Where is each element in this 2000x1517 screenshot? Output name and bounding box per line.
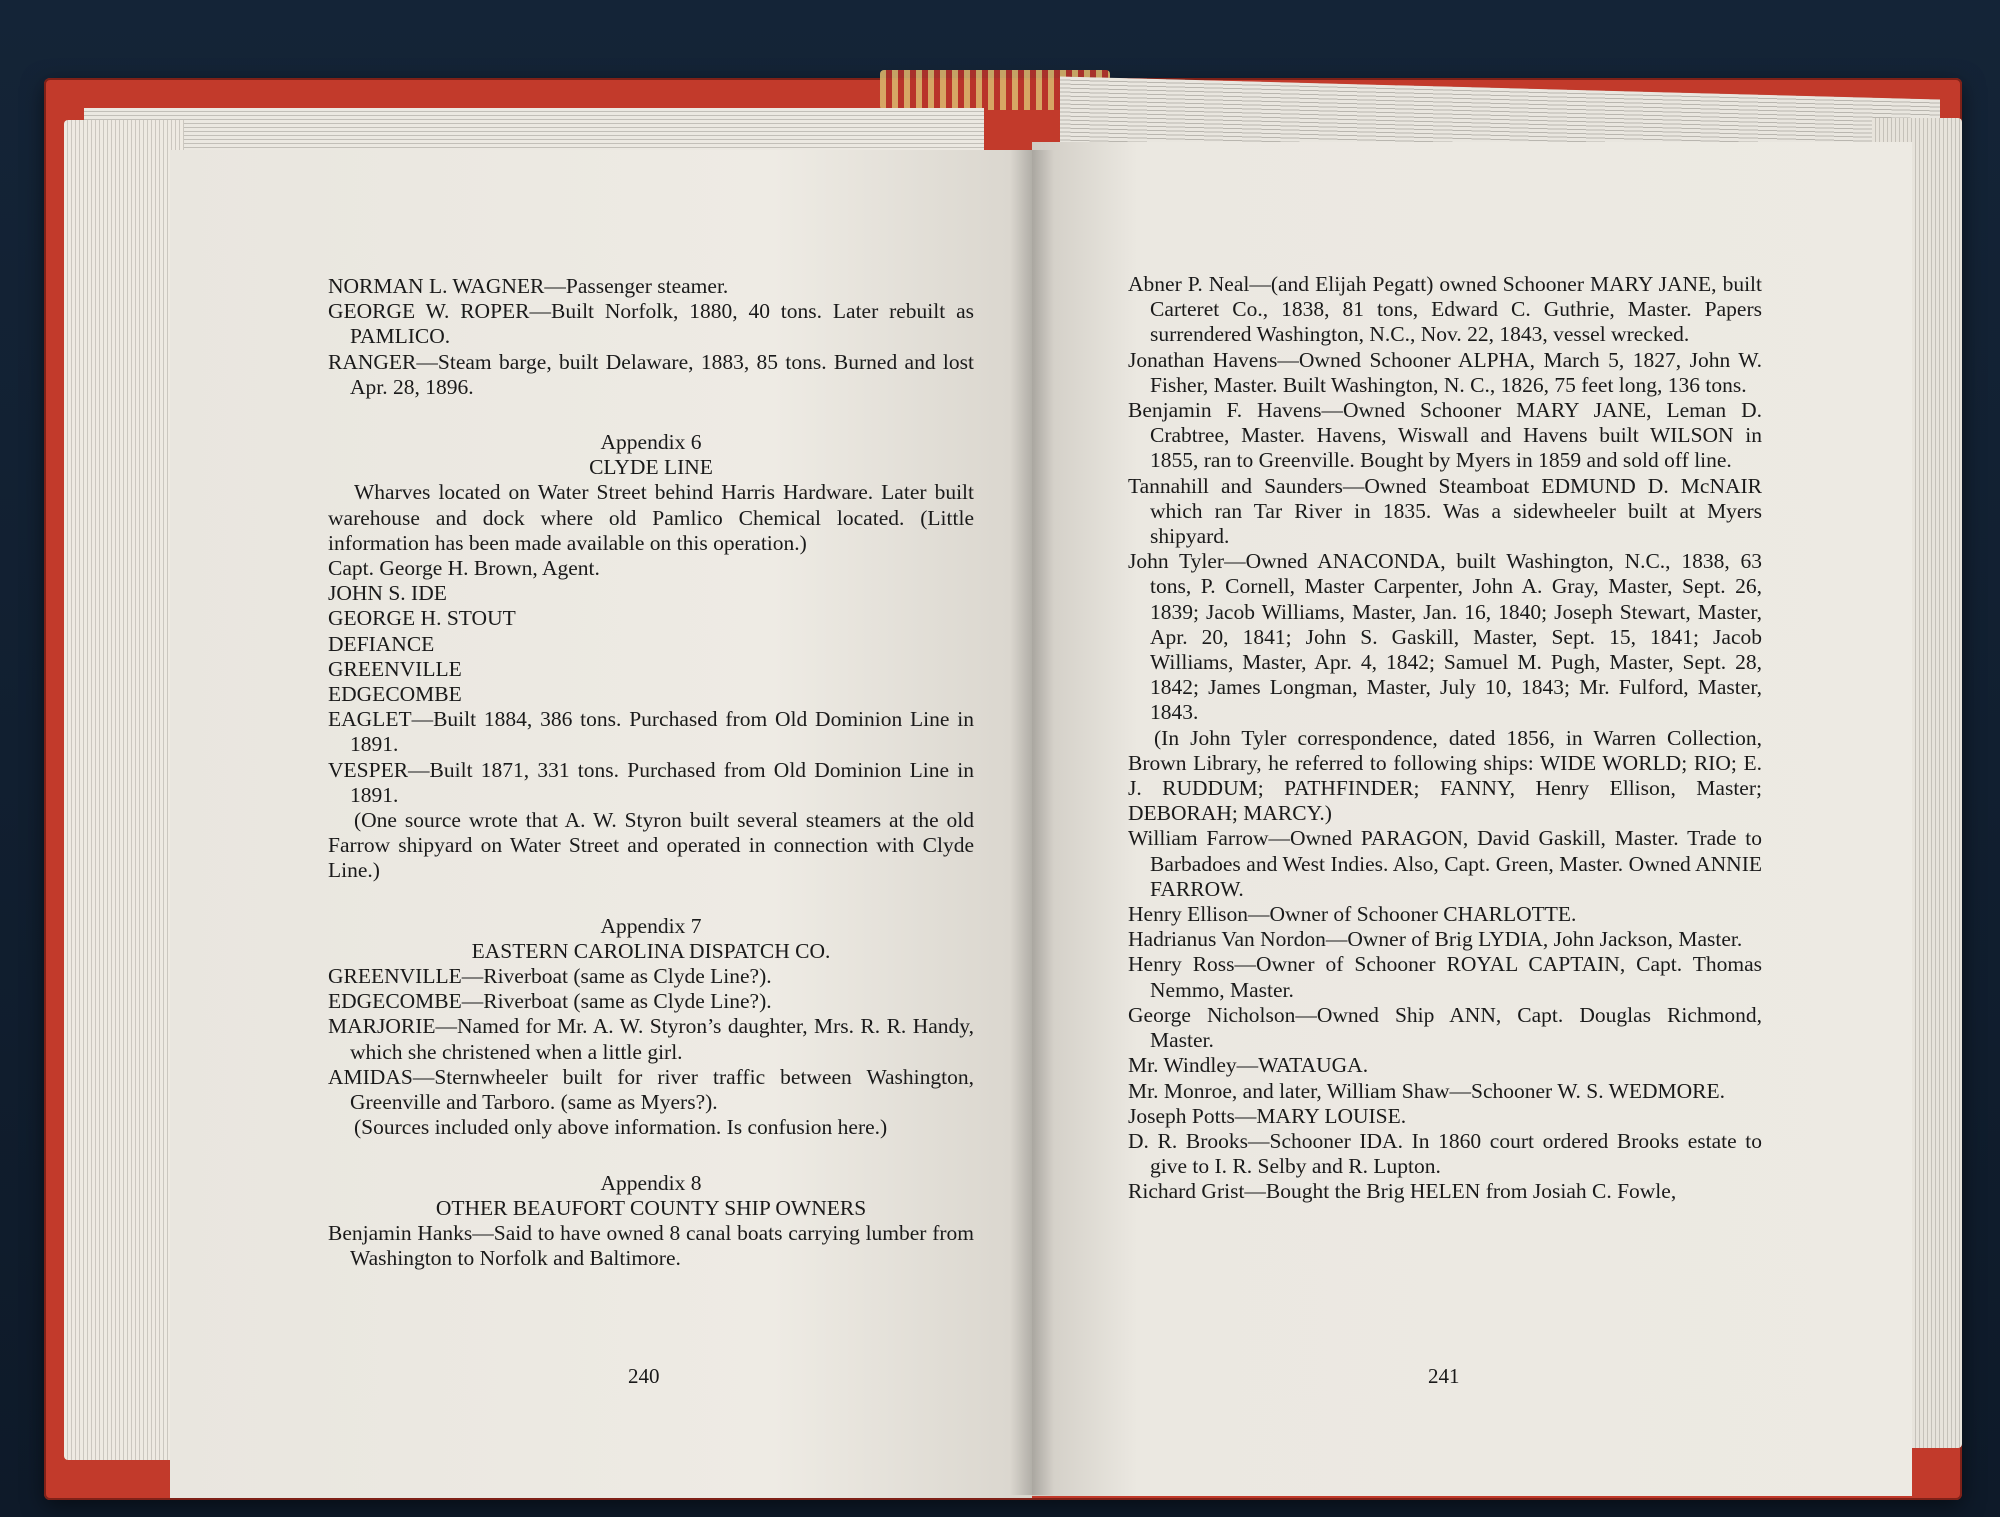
entry-line: EDGECOMBE—Riverboat (same as Clyde Line?). xyxy=(328,989,772,1014)
entry-line: Benjamin F. Havens—Owned Schooner MARY JANE, Leman D. Crabtree, Master. Havens, Wiswall and Havens built WILSON in 1855, ran to Greenville. Bought by Myers in 1859 and sold off line. xyxy=(1128,398,1762,473)
ship-name: DEFIANCE xyxy=(328,631,435,656)
ship-name: EDGECOMBE xyxy=(328,682,462,707)
entry-line: George Nicholson—Owned Ship ANN, Capt. Douglas Richmond, Master. xyxy=(1128,1002,1762,1053)
book-gutter xyxy=(1010,150,1054,1495)
section-heading: EASTERN CAROLINA DISPATCH CO. xyxy=(471,938,831,963)
page-number-right: 241 xyxy=(1428,1364,1460,1388)
entry-line: D. R. Brooks—Schooner IDA. In 1860 court ordered Brooks estate to give to I. R. Selby and R. Lupton. xyxy=(1128,1128,1762,1179)
paragraph: Wharves located on Water Street behind Harris Hardware. Later built warehouse and dock where old Pamlico Chemical located. (Little information has been made available on this operation.) xyxy=(328,480,974,555)
right-page-text xyxy=(1128,272,1762,1205)
entry-line: MARJORIE—Named for Mr. A. W. Styron’s daughter, Mrs. R. R. Handy, which she christened when a little girl. xyxy=(328,1014,974,1064)
entry-line: Henry Ross—Owner of Schooner ROYAL CAPTAIN, Capt. Thomas Nemmo, Master. xyxy=(1128,952,1762,1002)
page-number-left: 240 xyxy=(628,1364,660,1388)
entry-line: Henry Ellison—Owner of Schooner CHARLOTTE. xyxy=(1128,902,1577,927)
entry-line: Jonathan Havens—Owned Schooner ALPHA, March 5, 1827, John W. Fisher, Master. Built Washington, N. C., 1826, 75 feet long, 136 tons. xyxy=(1128,347,1762,397)
entry-line: William Farrow—Owned PARAGON, David Gaskill, Master. Trade to Barbadoes and West Indies. Also, Capt. Green, Master. Owned ANNIE FARROW. xyxy=(1128,826,1762,901)
entry-line: John Tyler—Owned ANACONDA, built Washington, N.C., 1838, 63 tons, P. Cornell, Master Carpenter, John A. Gray, Master, Sept. 26, 1839; Jacob Williams, Master, Jan. 16, 1840; Joseph Stewart, Master, Apr. 20, 1841; John S. Gaskill, Master, Sept. 15, 1841; Jacob Williams, Master, Apr. 4, 1842; Samuel M. Pugh, Master, Sept. 28, 1842; James Longman, Master, July 10, 1843; Mr. Fulford, Master, 1843. xyxy=(1128,549,1762,725)
entry-line: Mr. Monroe, and later, William Shaw—Schooner W. S. WEDMORE. xyxy=(1128,1078,1726,1103)
section-heading: OTHER BEAUFORT COUNTY SHIP OWNERS xyxy=(435,1195,867,1220)
page-edges-left xyxy=(64,120,184,1460)
ship-name: GREENVILLE xyxy=(328,656,462,681)
entry-line: GEORGE W. ROPER—Built Norfolk, 1880, 40 tons. Later rebuilt as PAMLICO. xyxy=(328,299,974,349)
appendix-title: Appendix 7 xyxy=(600,913,702,938)
entry-line: Benjamin Hanks—Said to have owned 8 canal boats carrying lumber from Washington to Norfolk and Baltimore. xyxy=(328,1220,974,1271)
entry-line: RANGER—Steam barge, built Delaware, 1883, 85 tons. Burned and lost Apr. 28, 1896. xyxy=(328,349,974,399)
paragraph: (Sources included only above information. Is confusion here.) xyxy=(354,1115,888,1140)
left-page-text xyxy=(328,274,974,1271)
paragraph: (One source wrote that A. W. Styron built several steamers at the old Farrow shipyard on Water Street and operated in connection with Clyde Line.) xyxy=(328,808,974,883)
text-line: Capt. George H. Brown, Agent. xyxy=(328,556,600,581)
appendix-title: Appendix 8 xyxy=(600,1170,702,1195)
entry-line: GREENVILLE—Riverboat (same as Clyde Line?). xyxy=(328,964,772,989)
entry-line: Hadrianus Van Nordon—Owner of Brig LYDIA, John Jackson, Master. xyxy=(1128,927,1743,952)
appendix-title: Appendix 6 xyxy=(600,430,702,455)
section-heading: CLYDE LINE xyxy=(589,455,713,480)
paragraph: (In John Tyler correspondence, dated 1856, in Warren Collection, Brown Library, he referred to following ships: WIDE WORLD; RIO; E. J. RUDDUM; PATHFINDER; FANNY, Henry Ellison, Master; DEBORAH; MARCY.) xyxy=(1128,725,1762,826)
ship-name: GEORGE H. STOUT xyxy=(328,606,516,631)
entry-line: VESPER—Built 1871, 331 tons. Purchased from Old Dominion Line in 1891. xyxy=(328,757,974,807)
entry-line: Tannahill and Saunders—Owned Steamboat EDMUND D. McNAIR which ran Tar River in 1835. Was a sidewheeler built at Myers shipyard. xyxy=(1128,473,1762,549)
entry-line: Mr. Windley—WATAUGA. xyxy=(1128,1053,1369,1078)
entry-line: NORMAN L. WAGNER—Passenger steamer. xyxy=(328,274,729,298)
entry-line: Joseph Potts—MARY LOUISE. xyxy=(1128,1103,1407,1128)
entry-line: Abner P. Neal—(and Elijah Pegatt) owned Schooner MARY JANE, built Carteret Co., 1838, 81 tons, Edward C. Guthrie, Master. Papers surrendered Washington, N.C., Nov. 22, 1843, vessel wrecked. xyxy=(1128,272,1762,347)
entry-line: EAGLET—Built 1884, 386 tons. Purchased from Old Dominion Line in 1891. xyxy=(328,707,974,757)
ship-name: JOHN S. IDE xyxy=(328,581,447,606)
entry-line: Richard Grist—Bought the Brig HELEN from Josiah C. Fowle, xyxy=(1128,1179,1677,1204)
entry-line: AMIDAS—Sternwheeler built for river traffic between Washington, Greenville and Tarboro. (same as Myers?). xyxy=(328,1064,974,1115)
